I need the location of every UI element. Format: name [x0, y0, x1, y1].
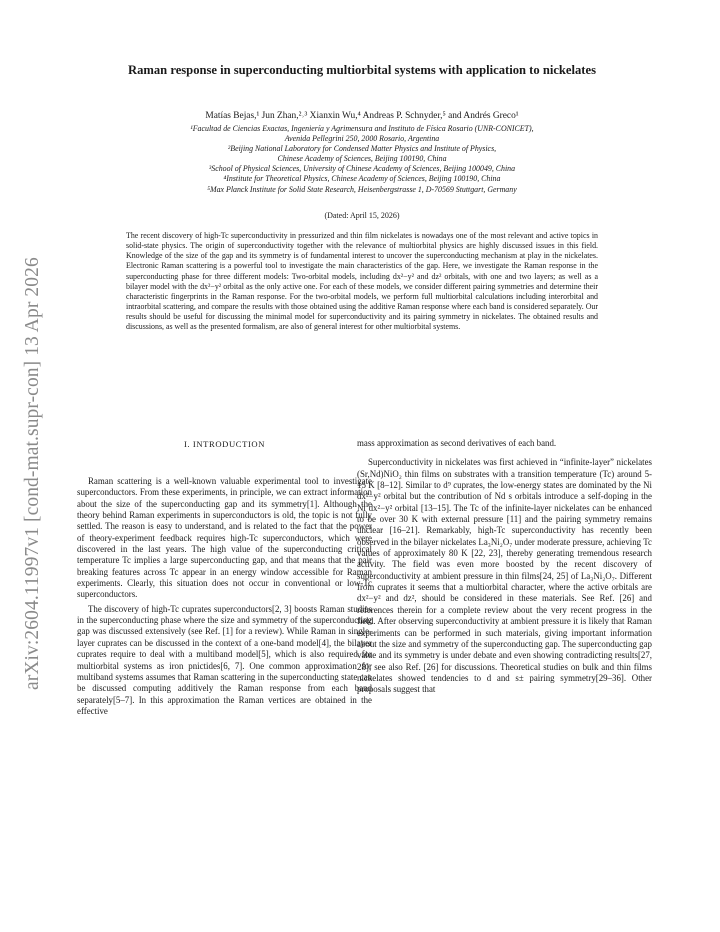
affiliation-line: ¹Facultad de Ciencias Exactas, Ingeniería y Agrimensura and Instituto de Física Rosario (UNR-CONICET),	[190, 124, 534, 133]
affiliation-line: Chinese Academy of Sciences, Beijing 100190, China	[277, 154, 447, 164]
right-column	[357, 438, 652, 699]
affiliation-line: ⁵Max Planck Institute for Solid State Research, Heisenbergstrasse 1, D-70569 Stuttgart, Germany	[207, 184, 517, 194]
body-paragraph: Superconductivity in nickelates was first achieved in “infinite-layer” nickelates (Sr,Nd)NiO₂ thin films on substrates with a transition temperature (Tc) around 5-15 K [8–12]. Similar to d⁹ cuprates, the low-energy states are dominated by the Ni dx²−y² orbital but the contribution of Nd s orbitals introduce a self-doping in the Ni dx²−y² orbital [13–15]. The Tc of the infinite-layer nickelates can be enhanced to be over 30 K with external pressure [11] and the pairing symmetry remains unclear [16–21]. Remarkably, high-Tc superconductivity has recently been observed in the bilayer nickelates La₃Ni₂O₇ under moderate pressure, achieving Tc values of approximately 80 K [22, 23], thereby generating tremendous research activity. The field was even more boosted by the recent discovery of superconductivity at ambient pressure in thin films[24, 25] of La₃Ni₂O₇. Different from cuprates it seems that a multiorbital character, where the active orbitals are dx²−y² and dz², should be considered in these materials. See Ref. [26] and references therein for a complete review about the very recent progress in the field. After observing superconductivity at ambient pressure it is likely that Raman experiments can be performed in such materials, giving important information about the size and symmetry of the superconducting gap. The superconducting gap value and its symmetry is under debate and even showing contradicting results[27, 28]; see also Ref. [26] for discussions. Theoretical studies on bulk and thin films nickelates showed tendencies to d and s± pairing symmetry[29–36]. Other proposals suggest that	[357, 457, 652, 695]
arxiv-identifier[interactable]: arXiv:2604.11997v1 [cond-mat.supr-con] 13 Apr 2026	[22, 257, 43, 690]
paper-title: Raman response in superconducting multiorbital systems with application to nickelates	[128, 63, 596, 77]
author-list: Matías Bejas,¹ Jun Zhan,²˒³ Xianxin Wu,⁴ Andreas P. Schnyder,⁵ and Andrés Greco¹	[205, 111, 519, 121]
body-paragraph: Raman scattering is a well-known valuable experimental tool to investigate superconductors. From these experiments, in principle, we can extract information about the size of the superconducting gap and its symmetry[1]. Although the theory behind Raman experiments in superconductors is old, the topic is not fully settled. The reason is easy to understand, and is related to the fact that the power of theory-experiment feedback requires high-Tc superconductors, which were discovered in the last years. The high value of the superconducting critical temperature Tc implies a large superconducting gap, and that means that the pair breaking features across Tc appear in an energy window accessible for Raman experiments. Clearly, this situation does not occur in conventional or low-Tc superconductors.	[77, 476, 372, 600]
affiliation-line: ⁴Institute for Theoretical Physics, Chinese Academy of Sciences, Beijing 100190, China	[223, 174, 501, 184]
affiliation-line: Avenida Pellegrini 250, 2000 Rosario, Argentina	[284, 134, 440, 144]
section-heading: I. INTRODUCTION	[183, 439, 266, 449]
body-paragraph: mass approximation as second derivatives of each band.	[357, 438, 557, 448]
affiliation-line: ²Beijing National Laboratory for Condensed Matter Physics and Institute of Physics,	[227, 144, 497, 154]
abstract: The recent discovery of high-Tc superconductivity in pressurized and thin film nickelates is nowadays one of the most relevant and active topics in solid-state physics. The origin of superconductivity together with the relevance of multiorbital physics are highly discussed issues in this field. Knowledge of the size of the gap and its symmetry is of fundamental interest to uncover the superconducting mechanism at play in the nickelates. Electronic Raman scattering is a powerful tool to investigate the main characteristics of the gap. Here, we investigate the Raman response in the superconducting phase for three different models: Two-orbital models, including dx²−y² and dz² orbitals, with one and two layers; as well as a bilayer model with the dx²−y² orbital as the only active one. For each of these models, we consider different pairing symmetries and determine their characteristic fingerprints in the Raman response. For the two-orbital models, we perform full multiorbital calculations including interorbital and intraorbital scattering, and compare the results with those obtained using the additive Raman response where each band is considered separately. Our results should be useful for discussing the minimal model for superconductivity and its pairing symmetry in nickelates. The obtained results and discussions, as well as the presented formalism, are also of general interest for other multiorbital systems.	[126, 231, 598, 332]
left-column	[77, 438, 372, 720]
affiliations	[70, 124, 654, 195]
affiliation-line: ³School of Physical Sciences, University of Chinese Academy of Sciences, Beijing 100049, China	[208, 164, 516, 174]
body-paragraph: The discovery of high-Tc cuprates superconductors[2, 3] boosts Raman studies in the superconducting phase where the size and symmetry of the superconducting gap was discussed extensively (see Ref. [1] for a review). While Raman in single-layer cuprates can be discussed in the context of a one-band model[4], the bilayer cuprates require to deal with a multiband model[5], which is also required for multiorbital systems as iron pnictides[6, 7]. One common approximation for multiband systems assumes that Raman scattering in the superconducting state can be discussed computing additively the Raman response from each band separately[5–7]. In this approximation the Raman vertices are obtained in the effective	[77, 603, 372, 716]
date-line: (Dated: April 15, 2026)	[324, 211, 400, 220]
